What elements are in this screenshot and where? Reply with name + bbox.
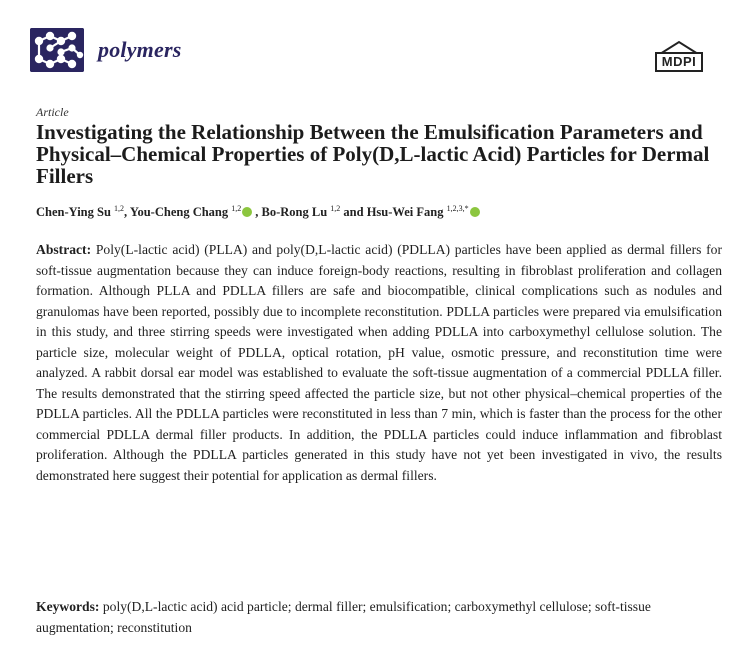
abstract-text: Poly(L-lactic acid) (PLLA) and poly(D,L-lactic acid) (PDLLA) particles have been applied as dermal fillers for soft-tissue augmentation because they can induce foreign-body reactions, resulting in fibroblast proliferation and collagen formation. Although PLLA and PDLLA fillers are safe and biocompatible, clinical complications such as nodules and granulomas have been reported, possibly due to incomplete reconstitution. PDLLA particles were prepared via emulsification in this study, and three stirring speeds were investigated when adding PDLLA into carboxymethyl cellulose solution. The particle size, molecular weight of PDLLA, optical rotation, pH value, osmotic pressure, and reconstitution time were analyzed. A rabbit dorsal ear model was established to evaluate the soft-tissue augmentation of a commercial PDLLA filler. The results demonstrated that the stirring speed affected the particle size, but not other physical–chemical properties of the PDLLA particles. All the PDLLA particles were reconstituted in less than 7 min, which is faster than the process for the other commercial PDLLA dermal filler products. In addition, the PDLLA particles could induce inflammation and fibroblast proliferation. Although the PDLLA particles generated in this study have not yet been investigated in vivo, the results demonstrated here suggest their potential for application as dermal fillers.: [36, 242, 722, 483]
author-separator: ,: [255, 205, 262, 219]
keywords-text: poly(D,L-lactic acid) acid particle; dermal filler; emulsification; carboxymethyl cellulose; soft-tissue augmentation; reconstitution: [36, 599, 651, 635]
author-name[interactable]: Hsu-Wei Fang: [366, 205, 444, 219]
publisher-logo[interactable]: [654, 40, 704, 72]
publisher-name: MDPI: [655, 52, 704, 72]
keywords: [36, 596, 726, 638]
journal-header[interactable]: [30, 28, 181, 72]
article-type: Article: [36, 105, 69, 119]
hexagon-molecule-icon: [30, 28, 84, 72]
author-affiliation: 1,2: [330, 203, 341, 213]
keywords-label: Keywords:: [36, 599, 100, 614]
author-affiliation: 1,2: [231, 203, 242, 213]
abstract-label: Abstract:: [36, 242, 92, 257]
author-separator: and: [340, 205, 367, 219]
abstract: [36, 240, 722, 486]
author-name[interactable]: You-Cheng Chang: [129, 205, 229, 219]
orcid-icon[interactable]: [470, 207, 480, 217]
journal-name: polymers: [98, 37, 182, 62]
author-name[interactable]: Bo-Rong Lu: [261, 205, 328, 219]
article-title: Investigating the Relationship Between the Emulsification Parameters and Physical–Chemical Properties of Poly(D,L-lactic Acid) Particles for Dermal Fillers: [36, 120, 710, 188]
author-affiliation: 1,2,3,*: [446, 203, 469, 213]
author-name[interactable]: Chen-Ying Su: [36, 205, 111, 219]
author-separator: ,: [124, 205, 130, 219]
author-affiliation: 1,2: [114, 203, 125, 213]
author-list: [36, 205, 726, 220]
orcid-icon[interactable]: [242, 207, 252, 217]
